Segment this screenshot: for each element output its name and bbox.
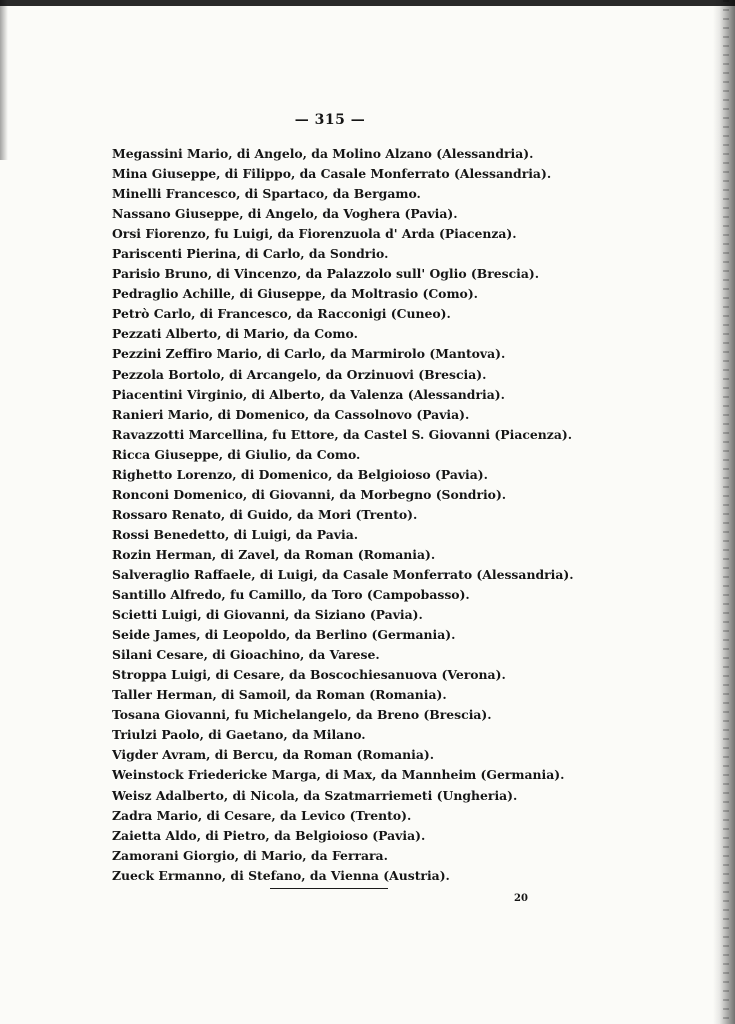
list-item: Zadra Mario, di Cesare, da Levico (Trento). <box>112 807 412 823</box>
list-item: Tosana Giovanni, fu Michelangelo, da Breno (Brescia). <box>112 707 492 723</box>
list-item: Santillo Alfredo, fu Camillo, da Toro (Campobasso). <box>112 587 470 603</box>
list-item: Silani Cesare, di Gioachino, da Varese. <box>112 647 380 663</box>
list-item: Petrò Carlo, di Francesco, da Racconigi (Cuneo). <box>112 306 451 322</box>
list-item: Pezzola Bortolo, di Arcangelo, da Orzinuovi (Brescia). <box>112 366 487 382</box>
list-item: Zamorani Giorgio, di Mario, da Ferrara. <box>112 847 388 863</box>
list-item: Orsi Fiorenzo, fu Luigi, da Fiorenzuola d' Arda (Piacenza). <box>112 226 517 242</box>
list-item: Ricca Giuseppe, di Giulio, da Como. <box>112 446 361 462</box>
list-item: Zueck Ermanno, di Stefano, da Vienna (Austria). <box>112 867 450 883</box>
list-item: Weisz Adalberto, di Nicola, da Szatmarriemeti (Ungheria). <box>112 787 518 803</box>
scan-top-edge <box>0 0 735 6</box>
page-number: — 315 — <box>294 112 366 128</box>
list-item: Scietti Luigi, di Giovanni, da Siziano (Pavia). <box>112 607 423 623</box>
list-item: Taller Herman, di Samoil, da Roman (Romania). <box>112 687 447 703</box>
list-item: Ravazzotti Marcellina, fu Ettore, da Castel S. Giovanni (Piacenza). <box>112 426 573 442</box>
list-item: Seide James, di Leopoldo, da Berlino (Germania). <box>112 627 456 643</box>
list-item: Rozin Herman, di Zavel, da Roman (Romania). <box>112 546 436 562</box>
list-item: Pezzati Alberto, di Mario, da Como. <box>112 326 358 342</box>
list-item: Rossaro Renato, di Guido, da Mori (Trento). <box>112 506 418 522</box>
closing-rule <box>270 888 388 889</box>
list-item: Stroppa Luigi, di Cesare, da Boscochiesanuova (Verona). <box>112 667 506 683</box>
list-item: Mina Giuseppe, di Filippo, da Casale Monferrato (Alessandria). <box>112 166 552 182</box>
list-item: Ranieri Mario, di Domenico, da Cassolnovo (Pavia). <box>112 406 470 422</box>
list-item: Weinstock Friedericke Marga, di Max, da Mannheim (Germania). <box>112 767 565 783</box>
list-item: Vigder Avram, di Bercu, da Roman (Romania). <box>112 747 435 763</box>
list-item: Piacentini Virginio, di Alberto, da Valenza (Alessandria). <box>112 386 505 402</box>
list-item: Rossi Benedetto, di Luigi, da Pavia. <box>112 526 359 542</box>
name-list <box>112 144 582 886</box>
list-item: Megassini Mario, di Angelo, da Molino Alzano (Alessandria). <box>112 146 534 161</box>
list-item: Ronconi Domenico, di Giovanni, da Morbegno (Sondrio). <box>112 486 507 502</box>
signature-mark: 20 <box>514 893 528 904</box>
list-item: Salveraglio Raffaele, di Luigi, da Casale Monferrato (Alessandria). <box>112 566 574 582</box>
list-item: Pezzini Zeffiro Mario, di Carlo, da Marmirolo (Mantova). <box>112 346 506 362</box>
list-item: Nassano Giuseppe, di Angelo, da Voghera (Pavia). <box>112 206 458 222</box>
list-item: Righetto Lorenzo, di Domenico, da Belgioioso (Pavia). <box>112 466 488 482</box>
list-item: Pedraglio Achille, di Giuseppe, da Moltrasio (Como). <box>112 286 478 302</box>
scan-left-edge <box>0 0 8 160</box>
list-item: Zaietta Aldo, di Pietro, da Belgioioso (Pavia). <box>112 827 426 843</box>
scan-binding-specks <box>723 0 729 1024</box>
list-item: Minelli Francesco, di Spartaco, da Bergamo. <box>112 186 421 202</box>
list-item: Triulzi Paolo, di Gaetano, da Milano. <box>112 727 366 743</box>
list-item: Parisio Bruno, di Vincenzo, da Palazzolo sull' Oglio (Brescia). <box>112 266 540 282</box>
list-item: Pariscenti Pierina, di Carlo, da Sondrio. <box>112 246 389 262</box>
